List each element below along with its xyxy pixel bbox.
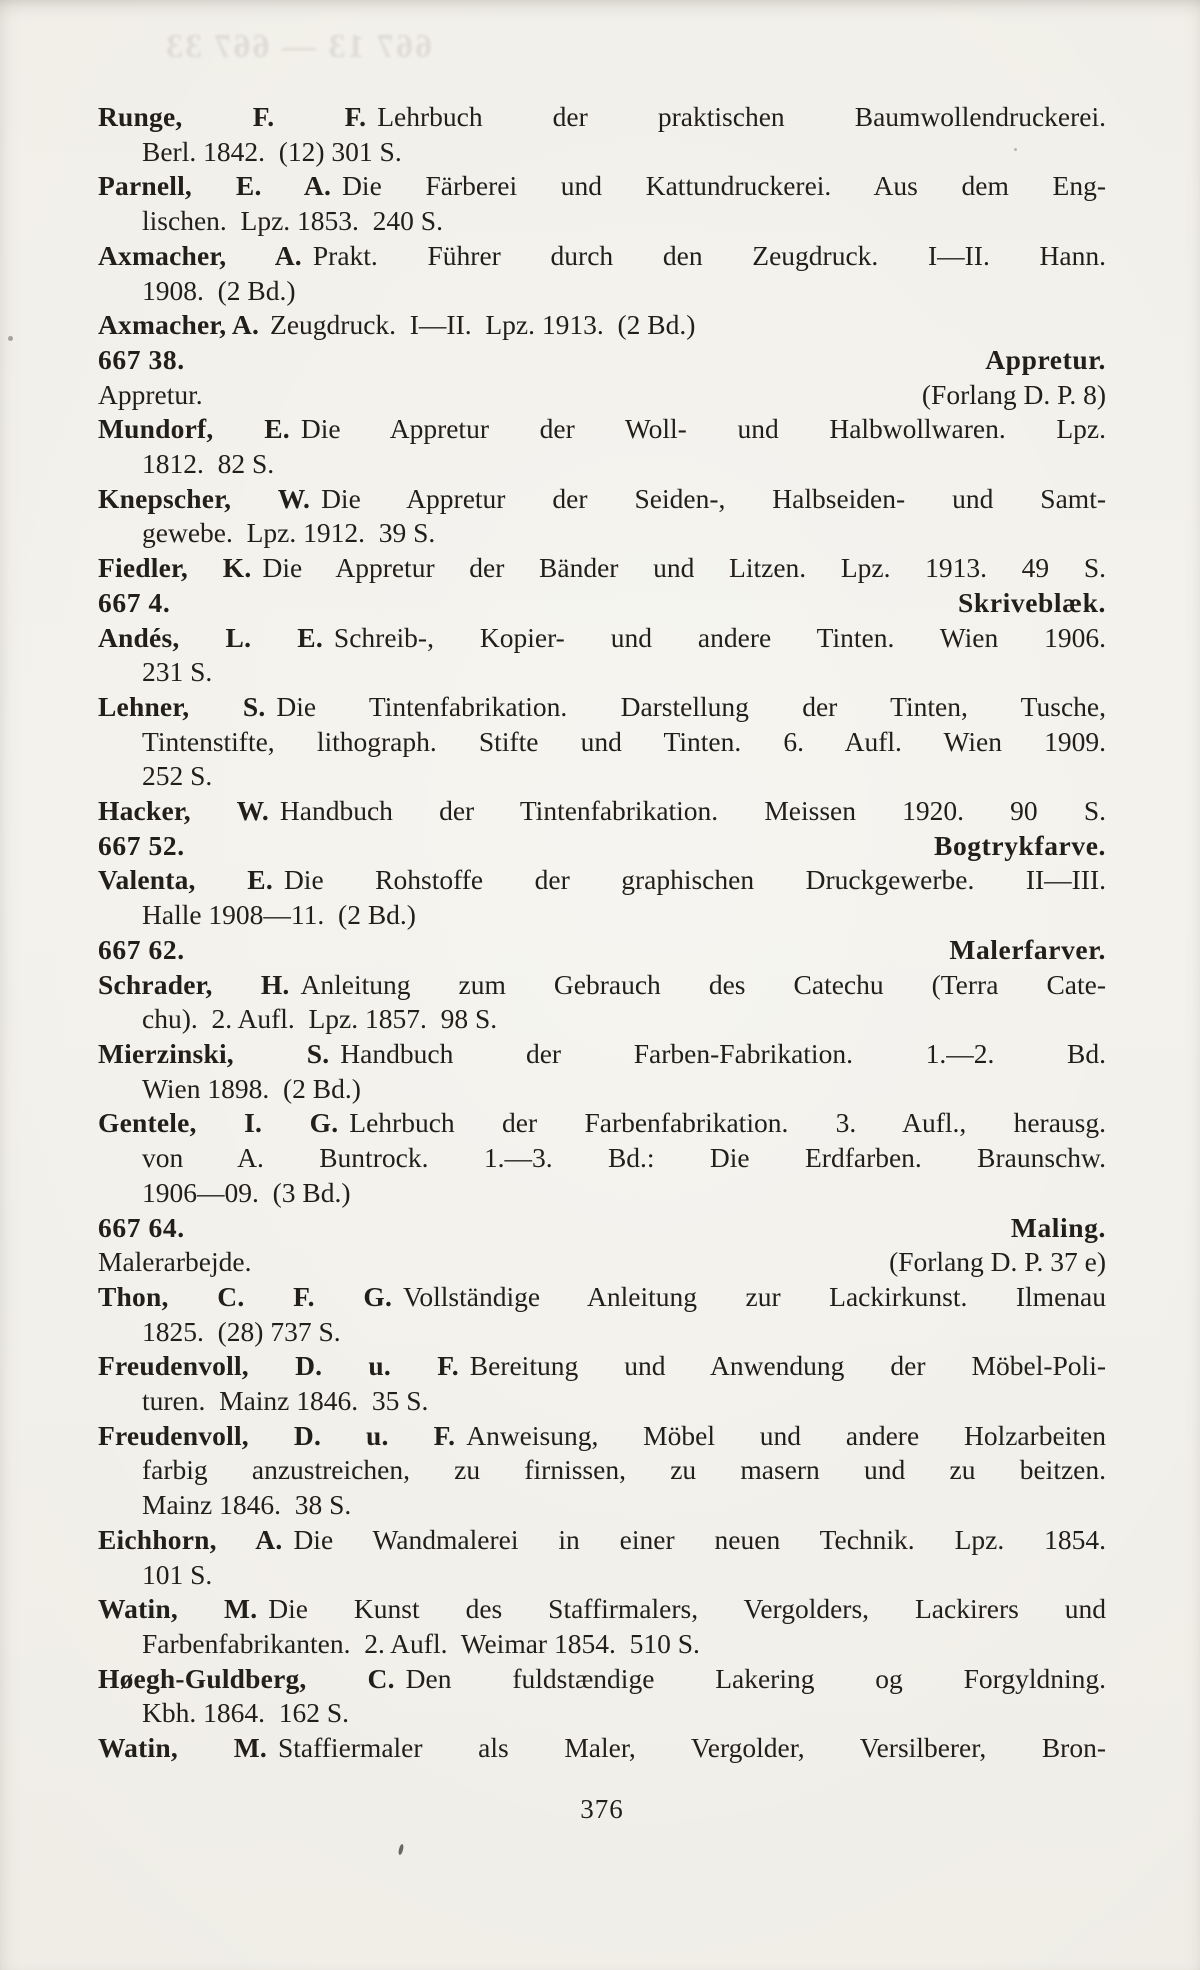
ink-speck — [1014, 148, 1017, 151]
entry-line: Hacker, W. Handbuch der Tintenfabrikation. Meissen 1920. 90 S. — [98, 795, 1106, 827]
continuation-line: farbig anzustreichen, zu firnissen, zu masern und zu beitzen. — [142, 1454, 1106, 1486]
entry-line: Watin, M. Die Kunst des Staffirmalers, Vergolders, Lackirers und — [98, 1593, 1106, 1625]
entry-author: Mierzinski, S. — [98, 1037, 330, 1069]
continuation-line: 1812. 82 S. — [142, 448, 275, 480]
entry-author: Lehner, S. — [98, 690, 266, 722]
section-label: Malerfarver. — [949, 933, 1106, 965]
section-label: Skriveblæk. — [958, 586, 1106, 618]
crossref-term: Appretur. — [98, 378, 203, 410]
ink-speck — [398, 1844, 405, 1856]
entry-author: Eichhorn, A. — [98, 1523, 283, 1555]
bleed-through-running-head: 667 13 — 667 33 — [164, 28, 432, 65]
entry-author: Thon, C. F. G. — [98, 1280, 393, 1312]
continuation-line: 1908. (2 Bd.) — [142, 274, 296, 306]
continuation-line: chu). 2. Aufl. Lpz. 1857. 98 S. — [142, 1003, 498, 1035]
continuation-line: Kbh. 1864. 162 S. — [142, 1697, 350, 1729]
crossref-term: Malerarbejde. — [98, 1246, 252, 1278]
continuation-line: 231 S. — [142, 656, 213, 688]
entry-author: Knepscher, W. — [98, 482, 311, 514]
section-heading — [98, 586, 1106, 621]
entry-author: Fiedler, K. — [98, 552, 252, 584]
continuation-line: turen. Mainz 1846. 35 S. — [142, 1385, 429, 1417]
section-label: Appretur. — [985, 343, 1106, 375]
section-code: 667 64. — [98, 1211, 185, 1243]
entry-author: Parnell, E. A. — [98, 170, 332, 202]
continuation-line: Halle 1908—11. (2 Bd.) — [142, 899, 416, 931]
entry-line: Thon, C. F. G. Vollständige Anleitung zur Lackirkunst. Ilmenau — [98, 1280, 1106, 1312]
continuation-line: Berl. 1842. (12) 301 S. — [142, 135, 402, 167]
entry-author: Watin, M. — [98, 1732, 267, 1764]
entry-line: Runge, F. F. Lehrbuch der praktischen Baumwollendruckerei. — [98, 101, 1106, 132]
entry-line: Mundorf, E. Die Appretur der Woll- und Halbwollwaren. Lpz. — [98, 413, 1106, 445]
bibliography-text-block — [98, 100, 1106, 1766]
continuation-line: Mainz 1846. 38 S. — [142, 1489, 352, 1521]
entry-author: Valenta, E. — [98, 864, 273, 896]
entry-line: Axmacher, A. Prakt. Führer durch den Zeugdruck. I—II. Hann. — [98, 239, 1106, 271]
entry-line: Axmacher, A. Zeugdruck. I—II. Lpz. 1913. (2 Bd.) — [98, 309, 696, 341]
entry-line: Freudenvoll, D. u. F. Bereitung und Anwendung der Möbel-Poli- — [98, 1350, 1106, 1382]
section-code: 667 62. — [98, 933, 185, 965]
entry-author: Axmacher, A. — [98, 309, 260, 341]
section-code: 667 4. — [98, 586, 171, 618]
section-heading — [98, 343, 1106, 378]
entry-author: Freudenvoll, D. u. F. — [98, 1350, 459, 1382]
entry-line: Mierzinski, S. Handbuch der Farben-Fabrikation. 1.—2. Bd. — [98, 1037, 1106, 1069]
continuation-line: 101 S. — [142, 1558, 213, 1590]
entry-line: Knepscher, W. Die Appretur der Seiden-, Halbseiden- und Samt- — [98, 482, 1106, 514]
continuation-line: Tintenstifte, lithograph. Stifte und Tinten. 6. Aufl. Wien 1909. — [142, 725, 1106, 757]
entry-line: Freudenvoll, D. u. F. Anweisung, Möbel und andere Holzarbeiten — [98, 1419, 1106, 1451]
entry-author: Axmacher, A. — [98, 239, 302, 271]
section-code: 667 38. — [98, 343, 185, 375]
section-code: 667 52. — [98, 829, 185, 861]
entry-line: Valenta, E. Die Rohstoffe der graphischen Druckgewerbe. II—III. — [98, 864, 1106, 896]
continuation-line: 252 S. — [142, 760, 213, 792]
continuation-line: 1906—09. (3 Bd.) — [142, 1176, 351, 1208]
ink-speck — [8, 336, 13, 341]
continuation-line: Farbenfabrikanten. 2. Aufl. Weimar 1854. 510 S. — [142, 1627, 700, 1659]
section-heading — [98, 1211, 1106, 1246]
entry-line: Schrader, H. Anleitung zum Gebrauch des Catechu (Terra Cate- — [98, 968, 1106, 1000]
entry-author: Runge, F. F. — [98, 101, 367, 132]
crossref-target: (Forlang D. P. 8) — [921, 378, 1106, 410]
entry-author: Freudenvoll, D. u. F. — [98, 1419, 456, 1451]
continuation-line: Wien 1898. (2 Bd.) — [142, 1072, 361, 1104]
continuation-line: 1825. (28) 737 S. — [142, 1315, 341, 1347]
entry-author: Andés, L. E. — [98, 621, 323, 653]
crossref-target: (Forlang D. P. 37 e) — [889, 1246, 1106, 1278]
entry-line: Parnell, E. A. Die Färberei und Kattundruckerei. Aus dem Eng- — [98, 170, 1106, 202]
cross-reference — [98, 378, 1106, 413]
entry-line: Watin, M. Staffiermaler als Maler, Vergolder, Versilberer, Bron- — [98, 1732, 1106, 1764]
continuation-line: von A. Buntrock. 1.—3. Bd.: Die Erdfarben. Braunschw. — [142, 1142, 1106, 1174]
entry-author: Hacker, W. — [98, 795, 269, 827]
entry-line: Lehner, S. Die Tintenfabrikation. Darstellung der Tinten, Tusche, — [98, 690, 1106, 722]
entry-line: Høegh-Guldberg, C. Den fuldstændige Lakering og Forgyldning. — [98, 1662, 1106, 1694]
entry-author: Watin, M. — [98, 1593, 258, 1625]
entry-line: Eichhorn, A. Die Wandmalerei in einer neuen Technik. Lpz. 1854. — [98, 1523, 1106, 1555]
page-number: 376 — [580, 1794, 624, 1824]
continuation-line: lischen. Lpz. 1853. 240 S. — [142, 205, 443, 237]
entry-line: Andés, L. E. Schreib-, Kopier- und andere Tinten. Wien 1906. — [98, 621, 1106, 653]
entry-author: Mundorf, E. — [98, 413, 290, 445]
cross-reference — [98, 1245, 1106, 1280]
section-heading — [98, 829, 1106, 864]
entry-line: Fiedler, K. Die Appretur der Bänder und Litzen. Lpz. 1913. 49 S. — [98, 552, 1106, 584]
section-heading — [98, 933, 1106, 968]
entry-author: Høegh-Guldberg, C. — [98, 1662, 395, 1694]
entry-author: Gentele, I. G. — [98, 1107, 339, 1139]
entry-author: Schrader, H. — [98, 968, 290, 1000]
entry-line: Gentele, I. G. Lehrbuch der Farbenfabrikation. 3. Aufl., herausg. — [98, 1107, 1107, 1139]
section-label: Bogtrykfarve. — [934, 829, 1106, 861]
continuation-line: gewebe. Lpz. 1912. 39 S. — [142, 517, 436, 549]
section-label: Maling. — [1010, 1211, 1106, 1243]
